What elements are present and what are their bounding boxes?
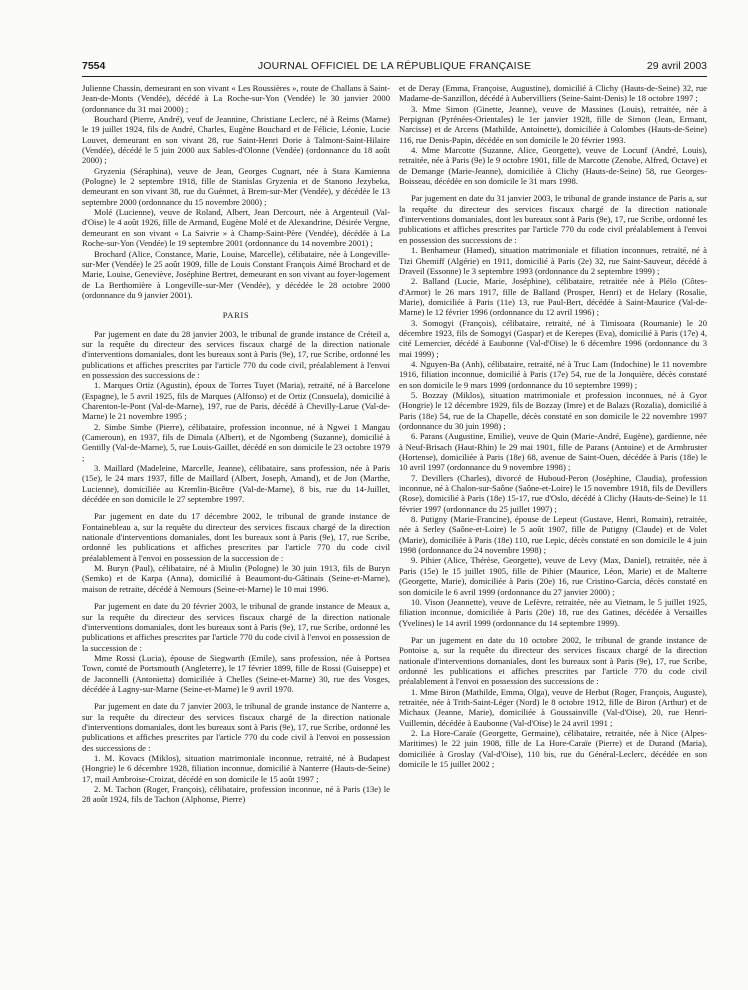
page-number: 7554	[82, 60, 106, 72]
notice-paragraph: 1. Mme Biron (Mathilde, Emma, Olga), veuve de Herbut (Roger, François, Auguste), retraitée, née à Trith-Saint-Léger (Nord) le 8 octobre 1912, fille de Biron (Arthur) et de Michaux (Jeanne, Marie), domiciliée à Goussainville (Val-d'Oise), 20, rue Henri-Vuillemin, décédée à Eaubonne (Val-d'Oise) le 24 avril 1991 ;	[399, 686, 707, 728]
notice-paragraph: M. Buryn (Paul), célibataire, né à Miulin (Pologne) le 30 juin 1913, fils de Buryn (Semko) et de Karpa (Anna), domicilié à Beaumont-du-Gâtinais (Seine-et-Marne), maison de retraite, décédé à Nemours (Seine-et-Marne) le 10 mai 1996.	[82, 563, 390, 594]
notice-paragraph: Par jugement en date du 17 décembre 2002, le tribunal de grande instance de Fontainebleau a, sur la requête du directeur des services fiscaux chargé de la direction nationale d'interventions domaniales, dont les bureaux sont à Paris (9e), 17, rue Scribe, ordonné les publications et affiches prescrites par l'article 770 du code civil préalablement à l'envoi en possession de la succession de :	[82, 511, 390, 563]
notice-paragraph: 2. M. Tachon (Roger, François), célibataire, profession inconnue, né à Paris (13e) le 28 août 1924, fils de Tachon (Alphonse, Pierre)	[82, 784, 390, 805]
notice-paragraph: 1. Benhameur (Hamed), situation matrimoniale et filiation inconnues, retraité, né à Tizi Ghemiff (Algérie) en 1911, domicilié à Paris (2e) 32, rue Saint-Sauveur, décédé à Draveil (Essonne) le 3 septembre 1993 (ordonnance du 2 septembre 1999) ;	[399, 245, 707, 276]
notice-paragraph: Julienne Chassin, demeurant en son vivant « Les Roussières », route de Challans à Saint-Jean-de-Monts (Vendée), décédé à La Roche-sur-Yon (Vendée) le 30 janvier 2000 (ordonnance du 31 mai 2000) ;	[82, 83, 390, 114]
notice-paragraph: 9. Pihier (Alice, Thérèse, Georgette), veuve de Levy (Max, Daniel), retraitée, née à Paris (15e) le 15 juillet 1905, fille de Pihier (Maurice, Léon, Marie) et de Malterre (Georgette, Marie), domiciliée à Paris (20e) 16, rue Cristino-Garcia, décès constaté en son domicile le 6 avril 1999 (ordonnance du 27 janvier 2000) ;	[399, 555, 707, 597]
notice-paragraph: 2. Balland (Lucie, Marie, Joséphine), célibataire, retraitée née à Plélo (Côtes-d'Armor) le 26 mars 1917, fille de Balland (Prosper, Henri) et de Helary (Rosalie, Marie), domiciliée à Paris (11e) 13, rue Paul-Bert, décédée à Saint-Maurice (Val-de-Marne) le 12 février 1996 (ordonnance du 12 avril 1996) ;	[399, 276, 707, 318]
notice-paragraph: Par jugement en date du 20 février 2003, le tribunal de grande instance de Meaux a, sur la requête du directeur des services fiscaux chargé de la direction nationale d'interventions domaniales, dont les bureaux sont à Paris (9e), 17, rue Scribe, ordonné les publications et affiches prescrites par l'article 770 du code civil à l'envoi en possession de la succession de :	[82, 601, 390, 653]
notice-paragraph: 5. Bozzay (Miklos), situation matrimoniale et profession inconnues, né à Gyor (Hongrie) le 12 décembre 1929, fils de Bozzay (Imre) et de Balazs (Rozalia), domicilié à Paris (18e) 54, rue de la Chapelle, décès constaté en son domicile le 22 novembre 1997 (ordonnance du 30 juin 1998) ;	[399, 389, 707, 431]
notice-paragraph: Molé (Lucienne), veuve de Roland, Albert, Jean Dercourt, née à Argenteuil (Val-d'Oise) le 4 août 1926, fille de Armand, Eugène Molé et de Alexandrine, Désirée Vergne, demeurant en son vivant « La Saivrie » à Champ-Saint-Père (Vendée), décédée à La Roche-sur-Yon (Vendée) le 19 septembre 2001 (ordonnance du 14 novembre 2001) ;	[82, 207, 390, 249]
notice-paragraph: Gryzenia (Séraphina), veuve de Jean, Georges Cugnart, née à Stara Kamienna (Pologne) le 2 septembre 1918, fille de Stanislas Gryzenia et de Stanono Jezybeka, demeurant en son vivant 38, rue du Guénnet, à Brem-sur-Mer (Vendée), y décédée le 13 septembre 2000 (ordonnance du 15 novembre 2000) ;	[82, 165, 390, 207]
right-column	[399, 83, 707, 983]
notice-paragraph: Bouchard (Pierre, André), veuf de Jeannine, Christiane Leclerc, né à Reims (Marne) le 19 juillet 1924, fils de André, Charles, Eugène Bouchard et de Félicie, Léonie, Lucie Louvet, demeurant en son vivant 28, rue Saint-Henri Dorie à Talmont-Saint-Hilaire (Vendée), décédé le 5 juin 2000 aux Sables-d'Olonne (Vendée) (ordonnance du 18 août 2000) ;	[82, 114, 390, 166]
notice-paragraph: 3. Mme Simon (Ginette, Jeanne), veuve de Massines (Louis), retraitée, née à Perpignan (Pyrénées-Orientales) le 1er janvier 1928, fille de Simon (Jean, Ermant, Narcisse) et de Arcens (Mathilde, Antoinette), domiciliée à Colombes (Hauts-de-Seine) 116, rue Denis-Papin, décédée en son domicile le 20 février 1993.	[399, 103, 707, 145]
issue-date: 29 avril 2003	[646, 60, 707, 72]
notice-paragraph: 3. Maillard (Madeleine, Marcelle, Jeanne), célibataire, sans profession, née à Paris (15e), le 24 mars 1937, fille de Maillard (Albert, Joseph, Amand), et de Jon (Marthe, Lucienne), domiciliée au Kremlin-Bicêtre (Val-de-Marne), 8 bis, rue du 14-Juillet, décédée en son domicile le 27 septembre 1997.	[82, 463, 390, 505]
notice-paragraph: 6. Parans (Augustine, Emilie), veuve de Quin (Marie-André, Eugène), gardienne, née à Neuf-Brisach (Haut-Rhin) le 29 mai 1901, fille de Parans (Antoine) et de Armbruster (Hortense), domiciliée à Paris (18e) 68, avenue de Saint-Ouen, décédée à Paris (18e) le 10 avril 1997 (ordonnance du 9 novembre 1998) ;	[399, 431, 707, 473]
header-rule	[82, 76, 707, 77]
notice-paragraph: 4. Nguyen-Ba (Anh), célibataire, retraité, né à Truc Lam (Indochine) le 11 novembre 1916, filiation inconnue, domicilié à Paris (17e) 54, rue de la Jonquière, décès constaté en son domicile le 9 mars 1999 (ordonnance du 10 septembre 1999) ;	[399, 358, 707, 390]
notice-paragraph: 10. Vison (Jeannette), veuve de Lefèvre, retraitée, née au Vietnam, le 5 juillet 1925, filiation inconnue, domiciliée à Paris (20e) 18, rue des Gatines, décédée à Versailles (Yvelines) le 14 avril 1999 (ordonnance du 14 septembre 1999).	[399, 596, 707, 628]
notice-paragraph: 2. Simbe Simbe (Pierre), célibataire, profession inconnue, né à Ngwei 1 Mangau (Cameroun), en 1937, fils de Dimala (Albert), et de Ngombeng (Suzanne), domicilié à Gentilly (Val-de-Marne), 5, rue Louis-Gaillet, décédé en son domicile le 23 octobre 1979 ;	[82, 421, 390, 463]
notice-paragraph: Par un jugement en date du 10 octobre 2002, le tribunal de grande instance de Pontoise a, sur la requête du directeur des services fiscaux chargé de la direction nationale d'interventions domaniales, dont les bureaux sont à Paris (9e), 17, rue Scribe, ordonné les publications et affiches prescrites par l'article 770 du code civil préalablement à l'envoi en possession des successions de :	[399, 634, 707, 687]
left-column	[82, 83, 390, 983]
notice-paragraph: Par jugement en date du 28 janvier 2003, le tribunal de grande instance de Créteil a, sur la requête du directeur des services fiscaux chargé de la direction nationale d'interventions domaniales, dont les bureaux sont à Paris (9e), 17, rue Scribe, ordonné les publications et affiches prescrites par l'article 770 du code civil, préalablement à l'envoi en possession des successions de :	[82, 328, 390, 380]
notice-paragraph: 2. La Hore-Caraïe (Georgette, Germaine), célibataire, retraitée, née à Nice (Alpes-Maritimes) le 22 juin 1908, fille de La Hore-Caraïe (Pierre) et de Durand (Maria), domiciliée à Groslay (Val-d'Oise), 110 bis, rue du Général-Leclerc, décédée en son domicile le 15 juillet 2002 ;	[399, 727, 707, 769]
notice-paragraph: 4. Mme Marcotte (Suzanne, Alice, Georgette), veuve de Locunf (André, Louis), retraitée, née à Paris (9e) le 9 octobre 1901, fille de Marcotte (Zenobe, Alfred, Octave) et de Demange (Marie-Jeanne), domiciliée à Clichy (Hauts-de-Seine) 58, rue Georges-Boisseau, décédée en son domicile le 31 mars 1998.	[399, 145, 707, 187]
notice-paragraph: Par jugement en date du 7 janvier 2003, le tribunal de grande instance de Nanterre a, sur la requête du directeur des services fiscaux chargé de la direction nationale d'interventions domaniales, dont les bureaux sont à Paris (9e), 17, rue Scribe, ordonné les publications et affiches prescrites par l'article 770 du code civil à l'envoi en possession des successions de :	[82, 701, 390, 753]
notice-paragraph: et de Deray (Emma, Françoise, Augustine), domicilié à Clichy (Hauts-de-Seine) 32, rue Madame-de-Sanzillon, décédé à Aubervilliers (Seine-Saint-Denis) le 18 octobre 1997 ;	[399, 83, 707, 104]
notice-paragraph: 1. Marques Ortiz (Agustin), époux de Torres Tuyet (Maria), retraité, né à Barcelone (Espagne), le 5 avril 1925, fils de Marques (Alfonso) et de Ortiz (Consuela), domicilié à Charenton-le-Pont (Val-de-Marne), 197, rue de Paris, décédé à Chevilly-Larue (Val-de-Marne) le 21 novembre 1995 ;	[82, 380, 390, 422]
notice-paragraph: 1. M. Kovacs (Miklos), situation matrimoniale inconnue, retraité, né à Budapest (Hongrie) le 6 décembre 1928, filiation inconnue, domicilié à Nanterre (Hauts-de-Seine) 17, mail Ambroise-Croizat, décédé en son domicile le 15 août 1997 ;	[82, 752, 390, 784]
notice-paragraph: 3. Somogyi (François), célibataire, retraité, né à Timisoara (Roumanie) le 20 décembre 1923, fils de Somogyi (Gaspar) et de Kerepes (Eva), domicilié à Paris (17e) 4, cité Lemercier, décédé à Eaubonne (Val-d'Oise) le 6 décembre 1996 (ordonnance du 3 mai 1999) ;	[399, 317, 707, 359]
notice-paragraph: Mme Rossi (Lucia), épouse de Siegwarth (Emile), sans profession, née à Portsea Town, comté de Portsmouth (Angleterre), le 17 février 1899, fille de Rossi (Guiseppe) et de Jaconnelli (Antonietta) domiciliée à Chelles (Seine-et-Marne) 30, rue des Vosges, décédée à Lagny-sur-Marne (Seine-et-Marne) le 9 avril 1970.	[82, 652, 390, 694]
notice-paragraph: Brochard (Alice, Constance, Marie, Louise, Marcelle), célibataire, née à Longeville-sur-Mer (Vendée) le 25 août 1909, fille de Louis Constant François Aimé Brochard et de Marie, Louise, Geneviève, Joséphine Bertret, demeurant en son vivant au foyer-logement de La Berthomière à Longeville-sur-Mer (Vendée), y décédée le 28 octobre 2000 (ordonnance du 9 janvier 2001).	[82, 248, 390, 300]
notice-paragraph: 7. Devillers (Charles), divorcé de Huboud-Peron (Joséphine, Claudia), profession inconnue, né à Chalon-sur-Saône (Saône-et-Loire) le 15 novembre 1918, fils de Devillers (Rose), domicilié à Paris (18e) 15-17, rue d'Oslo, décédé à Clichy (Hauts-de-Seine) le 11 février 1997 (ordonnance du 25 juillet 1997) ;	[399, 472, 707, 514]
section-heading: PARIS	[222, 310, 250, 321]
notice-paragraph: 8. Putigny (Marie-Francine), épouse de Lepeut (Gustave, Henri, Romain), retraitée, née à Serley (Saône-et-Loire) le 5 août 1907, fille de Putigny (Claude) et de Volet (Marie), domiciliée à Paris (18e) 110, rue Lepic, décès constaté en son domicile le 4 juin 1998 (ordonnance du 24 novembre 1998) ;	[399, 514, 707, 556]
journal-title: JOURNAL OFFICIEL DE LA RÉPUBLIQUE FRANÇAISE	[257, 60, 532, 72]
notice-paragraph: Par jugement en date du 31 janvier 2003, le tribunal de grande instance de Paris a, sur la requête du directeur des services fiscaux chargé de la direction nationale d'interventions domaniales, dont les bureaux sont à Paris (9e), 17, rue Scribe, ordonné les publications et affiches prescrites par l'article 770 du code civil préalablement à l'envoi en possession des successions de :	[399, 193, 707, 245]
page-header	[82, 60, 707, 74]
